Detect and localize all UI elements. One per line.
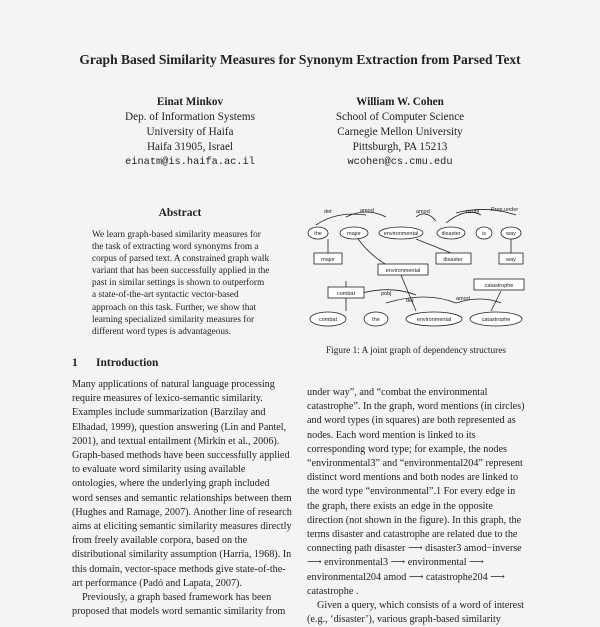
section-number: 1 [72,357,78,369]
edge-label: det [406,298,414,304]
figure-caption: Figure 1: A joint graph of dependency structures [326,346,506,356]
author-1 [90,95,290,170]
author-name: Einat Minkov [156,96,224,108]
paper-title: Graph Based Similarity Measures for Synonym Extraction from Parsed Text [79,52,521,67]
graph-edge [401,275,416,311]
mention-label: the [314,231,322,237]
edge-label: Prep.under [491,207,519,213]
type-label: environmental [385,268,421,274]
mention-label: combat [318,317,338,323]
type-label: major [321,257,335,263]
graph-edge [316,214,366,225]
edge-label: pobj [381,291,392,297]
type-label: way [506,257,516,263]
graph-edge [416,239,451,253]
left-column [72,378,292,619]
mention-label: is [482,231,486,237]
paragraph: Many applications of natural language processing require measures of lexico-semantic similarity. Examples include summarization (Barzilay and Elhadad, 1999), question answering (Lin and Pantel, 2001), and textual entailment (Mirkin et al., 2006). Graph-based methods have been successfully applied to evaluate word similarity using available ontologies, where the underlying graph included word senses and semantic relationships between them (Hughes and Ramage, 2007). Another line of research aims at eliciting semantic similarity measures directly from freely available corpora, based on the distributional similarity assumption (Harria, 1968). In this domain, vector-space methods give state-of-the-art performance (Padó and Lapata, 2007). [72,379,292,589]
author-affiliation: School of Computer Science [335,111,465,123]
mention-label: environmental [416,317,452,323]
edge-label: amod [456,296,470,302]
edge-label: amod [360,208,374,214]
author-affiliation: Dep. of Information Systems [125,111,255,123]
mention-label: environmental [383,231,419,237]
section-title: Introduction [96,357,159,369]
abstract-text: We learn graph-based similarity measures for the task of extracting word synonyms from a corpus of parsed text. A constrained graph walk variant that has been successfully applied in the past in similar settings is shown to outperform a state-of-the-art syntactic vector-based approach on this task. Further, we show that learning specialized similarity measures for different word types is advantageous. [92,230,270,337]
author-email: wcohen@cs.cmu.edu [347,156,453,168]
dependency-graph-figure [306,203,528,343]
type-label: combat [336,291,356,297]
author-affiliation: Carnegie Mellon University [337,126,463,138]
author-2 [300,95,500,170]
author-email: einatm@is.haifa.ac.il [125,156,255,168]
paragraph: Previously, a graph based framework has been proposed that models word semantic similarity from [72,592,286,618]
graph-edge [386,297,456,303]
author-address: Haifa 31905, Israel [146,141,234,153]
type-label: catastrophe [484,283,514,289]
mention-label: way [506,231,516,237]
right-column [307,386,527,627]
abstract-heading: Abstract [158,207,202,219]
author-affiliation: University of Haifa [146,126,234,138]
mention-label: catastrophe [481,317,511,323]
author-address: Pittsburgh, PA 15213 [352,141,448,153]
edge-label: det [324,209,332,215]
type-label: disaster [443,257,463,263]
edge-label: amod [416,209,430,215]
paragraph: under way”, and “combat the environmental catastrophe”. In the graph, word mentions (in circles) and word types (in squares) are both represented as nodes. Each word mention is linked to its corresponding word type; for example, the nodes “environmental3” and “environmental204” represent distinct word mentions and both nodes are linked to the word type “environmental”.1 For every edge in the graph, there exists an edge in the opposite direction (not shown in the figure). In this graph, the terms disaster and catastrophe are related due to the connecting path disaster ⟶ disaster3 amod−inverse ⟶ environmental3 ⟶ environmental ⟶ environmental204 amod ⟶ catastrophe204 ⟶ catastrophe . [307,387,525,597]
paragraph: Given a query, which consists of a word of interest (e.g., ‘disaster’), various graph-based similarity [307,600,524,626]
author-name: William W. Cohen [356,96,444,108]
section-heading [72,357,158,369]
graph-edge [491,291,501,311]
mention-label: the [372,317,380,323]
mention-label: major [347,231,361,237]
mention-label: disaster [441,231,461,237]
edge-label: nsubj [466,209,480,215]
